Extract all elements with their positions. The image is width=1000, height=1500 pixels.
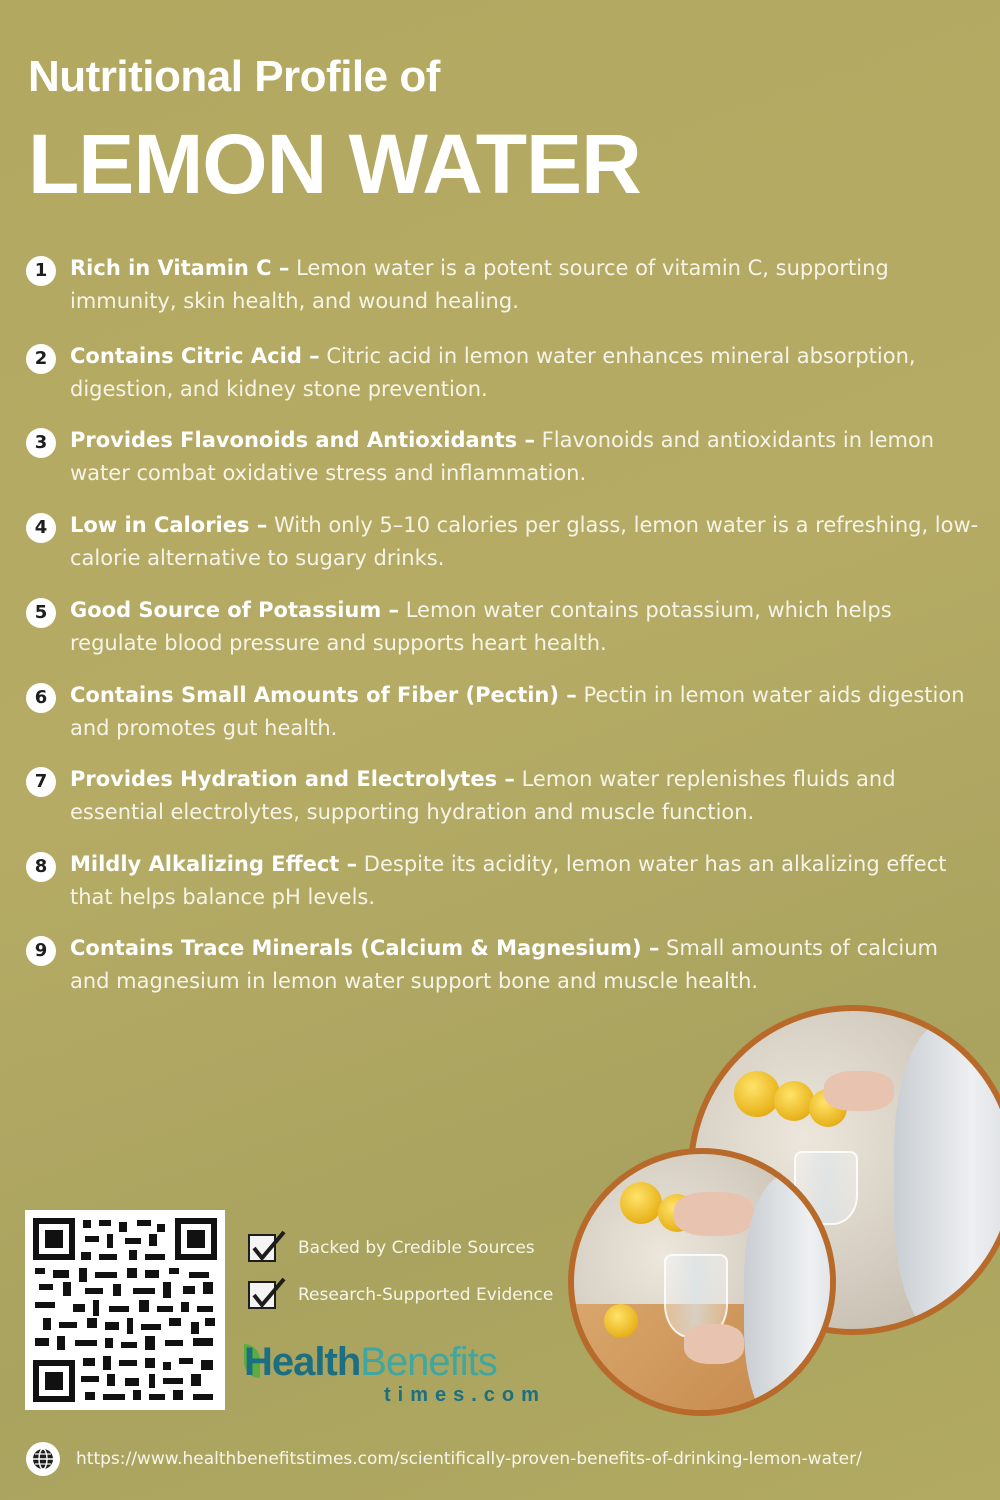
item-body: Lemon water replenishes fluids and essential electrolytes, supporting hydration and muscle function. xyxy=(70,767,896,824)
item-heading: Contains Trace Minerals (Calcium & Magnesium) – xyxy=(70,936,660,960)
item-body: Despite its acidity, lemon water has an alkalizing effect that helps balance pH levels. xyxy=(70,852,947,909)
hand-image xyxy=(824,1071,894,1111)
badge-label: Research-Supported Evidence xyxy=(298,1285,554,1305)
lemon-image xyxy=(620,1182,662,1224)
logo-word-benefits: Benefits xyxy=(360,1340,497,1384)
item-number: 5 xyxy=(26,598,56,628)
footer xyxy=(24,1440,984,1480)
qr-code-pattern xyxy=(33,1218,217,1402)
item-heading: Rich in Vitamin C – xyxy=(70,256,290,280)
item-number: 6 xyxy=(26,683,56,713)
item-text xyxy=(70,848,980,914)
lemon-image xyxy=(774,1081,814,1121)
hand-image xyxy=(684,1324,744,1364)
badge-credible-sources xyxy=(246,1228,566,1268)
item-body: Flavonoids and antioxidants in lemon water combat oxidative stress and inflammation. xyxy=(70,428,935,485)
item-number: 7 xyxy=(26,767,56,797)
item-heading: Good Source of Potassium – xyxy=(70,598,400,622)
checkbox-check-icon xyxy=(248,1234,276,1262)
item-text xyxy=(70,594,980,660)
item-number: 9 xyxy=(26,936,56,966)
item-heading: Contains Citric Acid – xyxy=(70,344,320,368)
page-title: LEMON WATER xyxy=(28,117,641,211)
item-heading: Low in Calories – xyxy=(70,513,268,537)
item-text xyxy=(70,679,980,745)
item-body: Small amounts of calcium and magnesium in lemon water support bone and muscle health. xyxy=(70,936,938,993)
page-subtitle: Nutritional Profile of xyxy=(28,52,440,101)
item-number: 8 xyxy=(26,852,56,882)
qr-code[interactable] xyxy=(25,1210,225,1410)
item-text xyxy=(70,340,980,406)
badge-label: Backed by Credible Sources xyxy=(298,1238,535,1258)
item-heading: Provides Flavonoids and Antioxidants – xyxy=(70,428,535,452)
item-heading: Provides Hydration and Electrolytes – xyxy=(70,767,515,791)
lemon-water-photo-front xyxy=(568,1148,836,1416)
health-benefits-times-logo[interactable] xyxy=(244,1340,564,1410)
item-heading: Contains Small Amounts of Fiber (Pectin) – xyxy=(70,683,577,707)
lemon-slice-image xyxy=(604,1304,638,1338)
source-url-link[interactable]: https://www.healthbenefitstimes.com/scientifically-proven-benefits-of-drinking-lemon-water/ xyxy=(76,1449,862,1469)
lemon-image xyxy=(734,1071,780,1117)
globe-icon xyxy=(26,1442,60,1476)
item-body: Citric acid in lemon water enhances mineral absorption, digestion, and kidney stone prevention. xyxy=(70,344,916,401)
item-text xyxy=(70,763,980,829)
item-text xyxy=(70,252,980,318)
item-body: Lemon water contains potassium, which helps regulate blood pressure and supports heart health. xyxy=(70,598,892,655)
item-text xyxy=(70,424,980,490)
item-number: 3 xyxy=(26,428,56,458)
item-text xyxy=(70,932,980,998)
logo-wordmark xyxy=(244,1340,497,1385)
logo-word-health: Health xyxy=(244,1340,361,1384)
item-body: Lemon water is a potent source of vitamin C, supporting immunity, skin health, and wound healing. xyxy=(70,256,889,313)
sleeve-image xyxy=(894,1021,1000,1335)
badge-research-evidence xyxy=(246,1275,576,1315)
item-body: With only 5–10 calories per glass, lemon water is a refreshing, low-calorie alternative to sugary drinks. xyxy=(70,513,979,570)
logo-subtext: times.com xyxy=(384,1384,546,1406)
item-number: 2 xyxy=(26,344,56,374)
sleeve-image xyxy=(744,1174,836,1416)
checkbox-check-icon xyxy=(248,1281,276,1309)
item-number: 1 xyxy=(26,256,56,286)
item-text xyxy=(70,509,980,575)
hand-image xyxy=(674,1192,754,1236)
item-heading: Mildly Alkalizing Effect – xyxy=(70,852,358,876)
item-number: 4 xyxy=(26,513,56,543)
item-body: Pectin in lemon water aids digestion and promotes gut health. xyxy=(70,683,965,740)
